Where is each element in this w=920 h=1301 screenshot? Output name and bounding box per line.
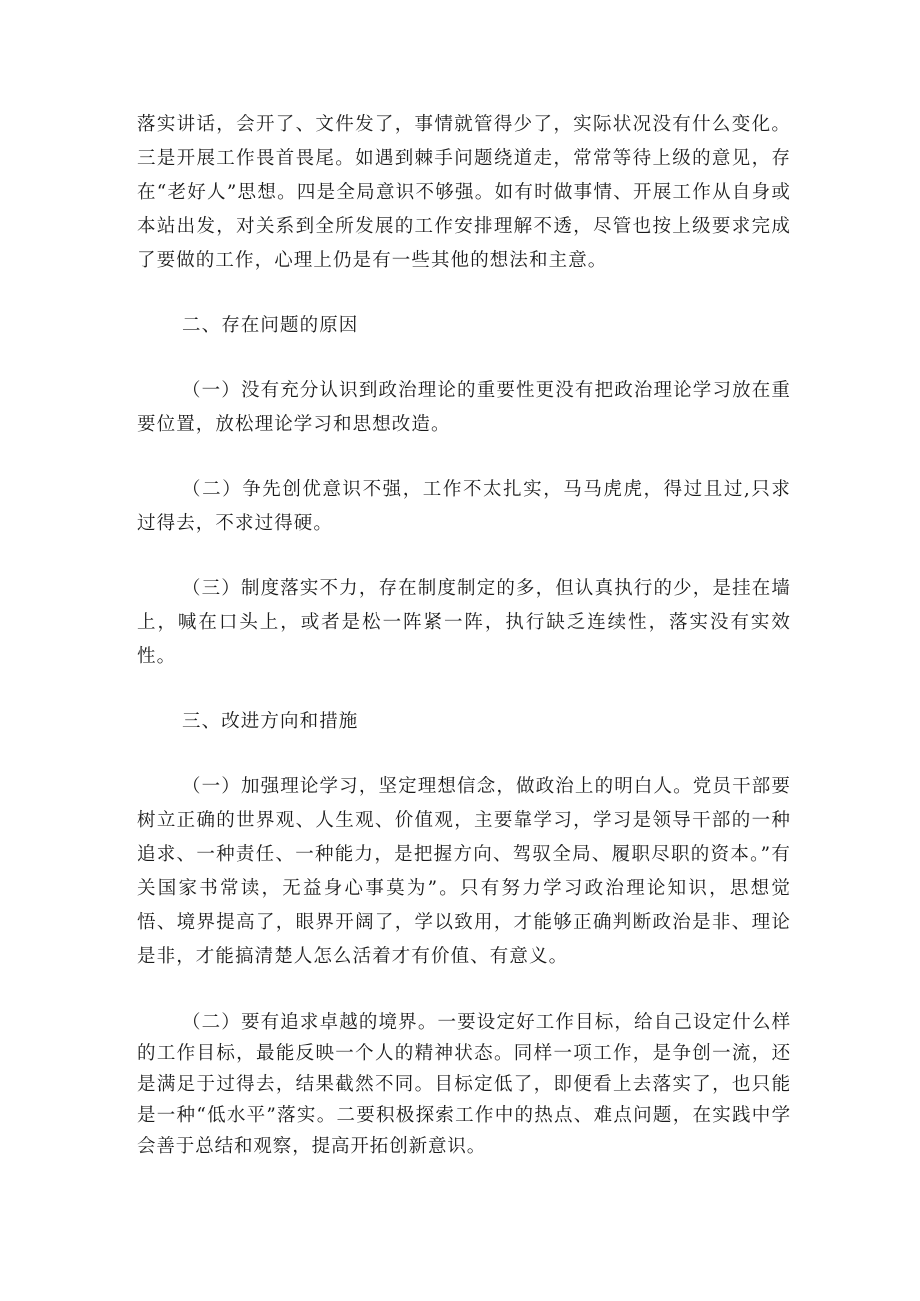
- paragraph-cause-2: （二）争先创优意识不强，工作不太扎实，马马虎虎，得过且过,只求过得去，不求过得硬。: [137, 479, 791, 534]
- section-heading-3: 三、改进方向和措施: [182, 711, 359, 732]
- paragraph-continuation: 落实讲话，会开了、文件发了，事情就管得少了，实际状况没有什么变化。三是开展工作畏首畏尾。如遇到棘手问题绕道走，常常等待上级的意见，存在“老好人”思想。四是全局意识不够强。如有时做事情、开展工作从自身或本站出发，对关系到全所发展的工作安排理解不透，尽管也按上级要求完成了要做的工作，心理上仍是有一些其他的想法和主意。: [137, 114, 791, 271]
- paragraph-cause-3: （三）制度落实不力，存在制度制定的多，但认真执行的少，是挂在墙上，喊在口头上，或者是松一阵紧一阵，执行缺乏连续性，落实没有实效性。: [137, 578, 791, 667]
- paragraph-measure-2: （二）要有追求卓越的境界。一要设定好工作目标，给自己设定什么样的工作目标，最能反映一个人的精神状态。同样一项工作，是争创一流，还是满足于过得去，结果截然不同。目标定低了，即便看上去落实了，也只能是一种“低水平”落实。二要积极探索工作中的热点、难点问题，在实践中学会善于总结和观察，提高开拓创新意识。: [137, 1012, 791, 1157]
- paragraph-measure-1: （一）加强理论学习，坚定理想信念，做政治上的明白人。党员干部要树立正确的世界观、人生观、价值观，主要靠学习，学习是领导干部的一种追求、一种责任、一种能力，是把握方向、驾驭全局、履职尽职的资本。”有关国家书常读，无益身心事莫为”。只有努力学习政治理论知识，思想觉悟、境界提高了，眼界开阔了，学以致用，才能够正确判断政治是非、理论是非，才能搞清楚人怎么活着才有价值、有意义。: [137, 776, 791, 967]
- paragraph-cause-1: （一）没有充分认识到政治理论的重要性更没有把政治理论学习放在重要位置，放松理论学习和思想改造。: [137, 380, 791, 435]
- section-heading-2: 二、存在问题的原因: [182, 315, 359, 336]
- document-page: [137, 108, 791, 1162]
